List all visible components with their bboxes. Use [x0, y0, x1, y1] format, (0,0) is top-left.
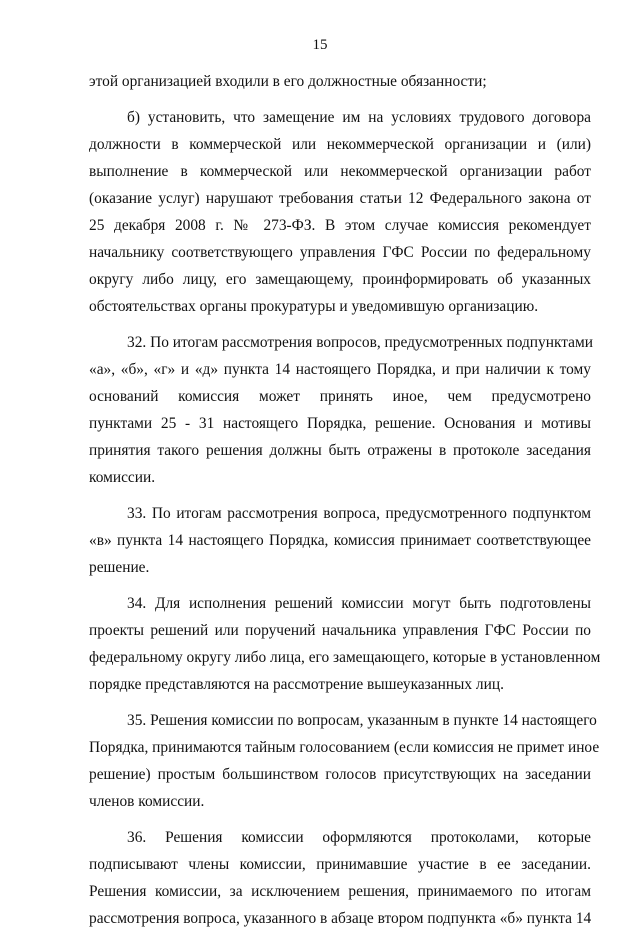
text-line: начальнику соответствующего управления ГФС России по федеральному — [89, 244, 591, 261]
text-line: выполнение в коммерческой или некоммерческой организации работ — [89, 163, 591, 180]
text-line: 34. Для исполнения решений комиссии могут быть подготовлены — [127, 595, 591, 612]
text-line: этой организацией входили в его должностные обязанности; — [89, 73, 487, 90]
document-body — [89, 68, 601, 941]
text-line: решение. — [89, 559, 150, 576]
text-line: должности в коммерческой или некоммерческой организации и (или) — [89, 136, 591, 153]
text-line: 35. Решения комиссии по вопросам, указанным в пункте 14 настоящего — [127, 712, 597, 729]
text-line: оснований комиссия может принять иное, чем предусмотрено — [89, 388, 591, 405]
text-line: 25 декабря 2008 г. № 273-ФЗ. В этом случае комиссия рекомендует — [89, 217, 591, 234]
text-line: Порядка, принимаются тайным голосованием (если комиссия не примет иное — [89, 739, 600, 756]
text-line: проекты решений или поручений начальника управления ГФС России по — [89, 622, 591, 639]
text-line: рассмотрения вопроса, указанного в абзаце втором подпункта «б» пункта 14 — [89, 910, 592, 927]
text-line: 36. Решения комиссии оформляются протоколами, которые — [127, 829, 591, 846]
text-line: 32. По итогам рассмотрения вопросов, предусмотренных подпунктами — [127, 334, 593, 351]
paragraph — [89, 590, 601, 698]
paragraph — [89, 707, 600, 815]
text-line: б) установить, что замещение им на условиях трудового договора — [127, 109, 591, 126]
text-line: «в» пункта 14 настоящего Порядка, комиссия принимает соответствующее — [89, 532, 591, 549]
page-number: 15 — [312, 37, 328, 53]
text-line: порядке представляются на рассмотрение вышеуказанных лиц. — [89, 676, 504, 693]
paragraph — [89, 500, 591, 581]
text-line: (оказание услуг) нарушают требования статьи 12 Федерального закона от — [89, 190, 591, 207]
paragraph — [89, 68, 591, 95]
text-line: обстоятельствах органы прокуратуры и уведомившую организацию. — [89, 298, 539, 315]
paragraph — [89, 329, 591, 491]
text-line: федеральному округу либо лица, его замещающего, которые в установленном — [89, 649, 601, 666]
text-line: комиссии. — [89, 469, 156, 486]
paragraph — [89, 104, 591, 320]
text-line: 33. По итогам рассмотрения вопроса, предусмотренного подпунктом — [127, 505, 591, 522]
text-line: решение) простым большинством голосов присутствующих на заседании — [89, 766, 591, 783]
text-line: Решения комиссии, за исключением решения, принимаемого по итогам — [89, 883, 591, 900]
text-line: членов комиссии. — [89, 793, 205, 810]
text-line: «а», «б», «г» и «д» пункта 14 настоящего Порядка, и при наличии к тому — [89, 361, 591, 378]
text-line: пунктами 25 - 31 настоящего Порядка, решение. Основания и мотивы — [89, 415, 591, 432]
paragraph — [89, 824, 591, 932]
text-line: округу либо лицу, его замещающему, проинформировать об указанных — [89, 271, 591, 288]
text-line: принятия такого решения должны быть отражены в протоколе заседания — [89, 442, 591, 459]
text-line: подписывают члены комиссии, принимавшие участие в ее заседании. — [89, 856, 591, 873]
